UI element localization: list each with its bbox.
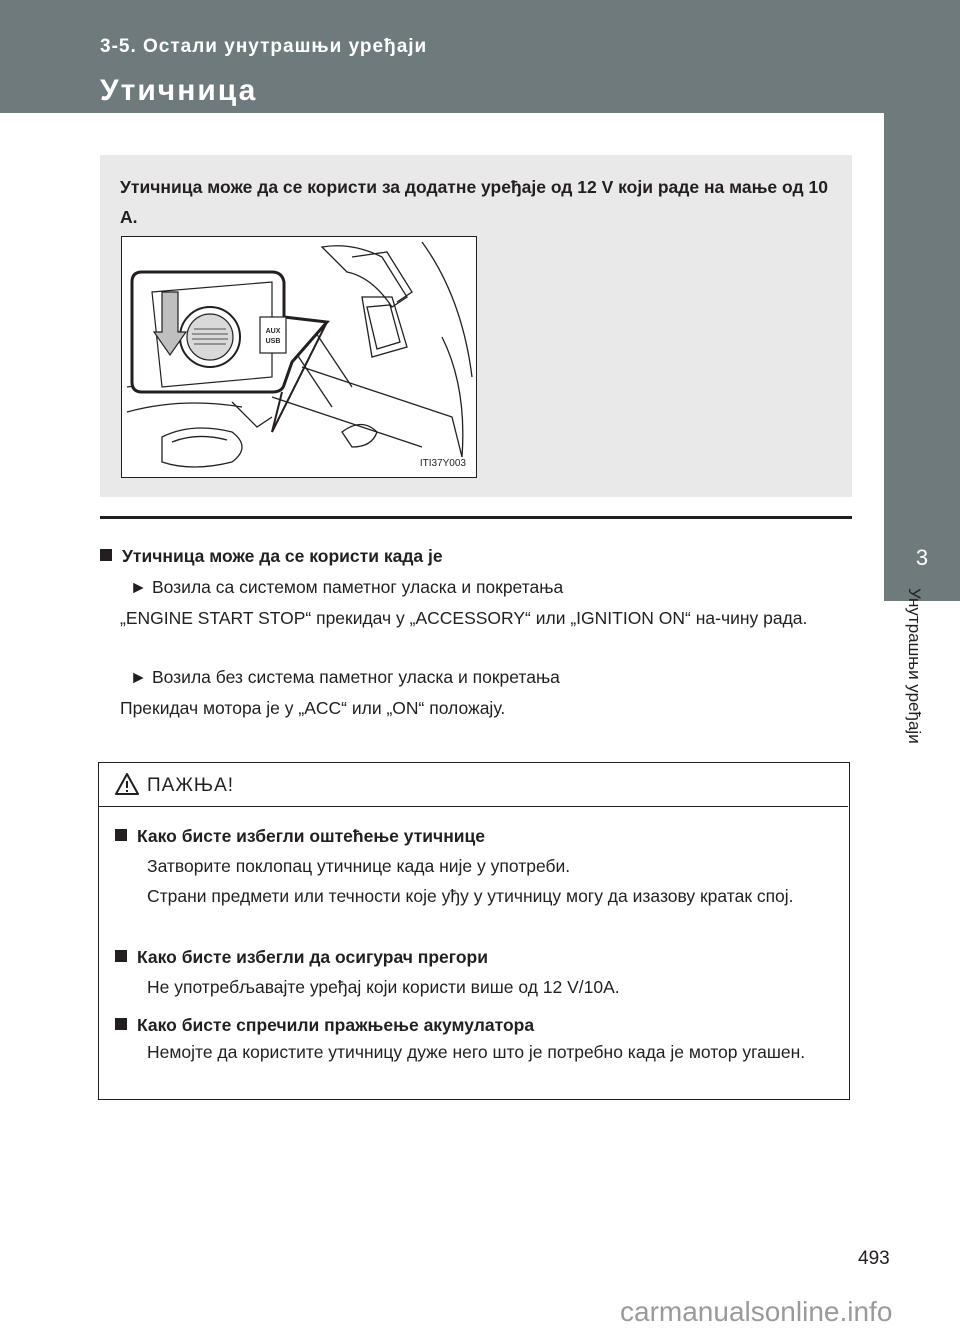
usage-heading: Утичница може да се користи када је <box>100 546 443 567</box>
caution-s3-heading: Како бисте спречили пражњење акумулатора <box>115 1015 534 1036</box>
triangle-marker-icon: ► <box>129 667 148 687</box>
usage-item-2-text: Прекидач мотора је у „ACC“ или „ON“ положају. <box>120 698 506 718</box>
usage-item-1-title: ► Возила са системом паметног уласка и покретања <box>129 577 564 597</box>
intro-box <box>100 155 852 497</box>
bullet-square-icon <box>115 1018 127 1030</box>
figure-code: ITI37Y003 <box>419 458 466 469</box>
chapter-number: 3 <box>915 545 929 570</box>
caution-box <box>98 762 850 1100</box>
warning-icon <box>115 772 139 796</box>
intro-text: Утичница може да се користи за додатне уређаје од 12 V који раде на мање од 10 A. <box>120 177 828 227</box>
caution-s1-heading: Како бисте избегли оштећење утичнице <box>115 826 485 847</box>
usage-item-2-title: ► Возила без система паметног уласка и покретања <box>129 667 560 687</box>
bullet-square-icon <box>100 549 112 561</box>
usage-item-1-text: „ENGINE START STOP“ прекидач у „ACCESSORY“ или „IGNITION ON“ на-чину рада. <box>120 608 808 628</box>
caution-s2-line1: Не употребљавајте уређај који користи више од 12 V/10A. <box>147 977 620 997</box>
chapter-label: Унутрашњи уређаји <box>905 588 924 744</box>
caution-header <box>99 763 848 807</box>
power-outlet-illustration <box>121 236 477 478</box>
site-watermark[interactable]: carmanualsonline.info <box>620 1296 893 1327</box>
section-divider <box>100 516 852 519</box>
page-header <box>0 0 960 113</box>
aux-label: AUX <box>265 328 281 335</box>
console-drawing <box>122 237 476 477</box>
triangle-marker-icon: ► <box>129 577 148 597</box>
caution-s3-line1: Немојте да користите утичницу дуже него што је потребно када је мотор угашен. <box>147 1042 806 1062</box>
caution-s2-heading: Како бисте избегли да осигурач прегори <box>115 947 488 968</box>
page-number: 493 <box>858 1248 890 1269</box>
page-title: Утичница <box>100 74 258 107</box>
bullet-square-icon <box>115 829 127 841</box>
usb-label: USB <box>265 338 281 345</box>
bullet-square-icon <box>115 950 127 962</box>
caution-title: ПАЖЊА! <box>147 775 235 796</box>
caution-s1-line2: Страни предмети или течности које уђу у утичницу могу да изазову кратак спој. <box>147 886 794 906</box>
section-label: 3-5. Остали унутрашњи уређаји <box>100 36 428 57</box>
chapter-tab[interactable] <box>884 113 960 601</box>
caution-s1-line1: Затворите поклопац утичнице када није у употреби. <box>147 856 571 876</box>
